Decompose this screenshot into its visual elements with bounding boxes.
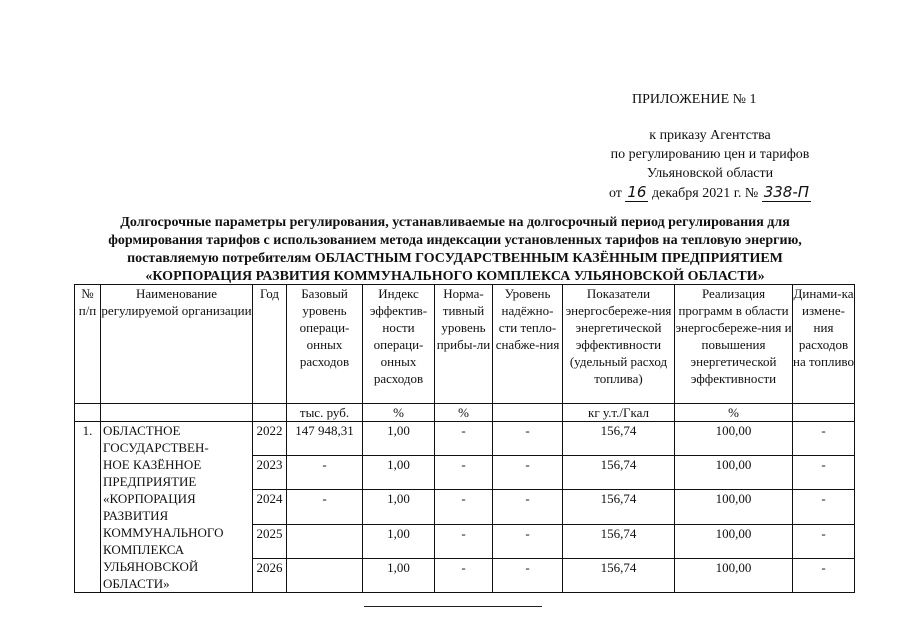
reliability-cell: - bbox=[493, 558, 563, 592]
header-cell: Наименование регулируемой организации bbox=[101, 285, 253, 404]
footer-divider bbox=[364, 606, 542, 607]
index-cell: 1,00 bbox=[363, 558, 435, 592]
profit-cell: - bbox=[435, 422, 493, 456]
energy-cell: 156,74 bbox=[563, 558, 675, 592]
energy-cell: 156,74 bbox=[563, 422, 675, 456]
header-cell: Реализация программ в области энергосбереже-ния и повышения энергетической эффективности bbox=[675, 285, 793, 404]
title-line-1: Долгосрочные параметры регулирования, устанавливаемые на долгосрочный период регулирования для bbox=[120, 215, 790, 230]
fuel-cell: - bbox=[793, 456, 855, 490]
order-date-prefix: от bbox=[608, 186, 622, 201]
org-name bbox=[101, 422, 253, 593]
header-cell: Показатели энергосбереже-ния энергетической эффективности (удельный расход топлива) bbox=[563, 285, 675, 404]
org-name-line: КОМПЛЕКСА bbox=[103, 542, 185, 557]
energy-cell: 156,74 bbox=[563, 456, 675, 490]
title-line-3: поставляемую потребителям ОБЛАСТНЫМ ГОСУДАРСТВЕННЫМ КАЗЁННЫМ ПРЕДПРИЯТИЕМ bbox=[127, 251, 783, 266]
order-reference bbox=[560, 126, 860, 203]
index-cell: 1,00 bbox=[363, 422, 435, 456]
title-line-2: формирования тарифов с использованием метода индексации установленных тарифов на тепловую энергию, bbox=[108, 233, 802, 248]
order-line-1: к приказу Агентства bbox=[649, 128, 771, 143]
org-name-line: «КОРПОРАЦИЯ bbox=[103, 491, 196, 506]
header-cell: Индекс эффектив-ности операци-онных расходов bbox=[363, 285, 435, 404]
reliability-cell: - bbox=[493, 456, 563, 490]
header-row bbox=[75, 285, 855, 404]
header-cell: Норма-тивный уровень прибы-ли bbox=[435, 285, 493, 404]
units-empty bbox=[75, 404, 101, 422]
org-name-line: ОБЛАСТНОЕ bbox=[103, 423, 181, 438]
index-cell: 1,00 bbox=[363, 524, 435, 558]
base-cell: - bbox=[287, 490, 363, 524]
profit-cell: - bbox=[435, 456, 493, 490]
appendix-label: ПРИЛОЖЕНИЕ № 1 bbox=[632, 92, 757, 107]
reliability-cell: - bbox=[493, 422, 563, 456]
order-line-3: Ульяновской области bbox=[646, 166, 774, 181]
units-empty bbox=[253, 404, 287, 422]
order-day-handwritten: 16 bbox=[627, 183, 647, 201]
org-name-line: ГОСУДАРСТВЕН- bbox=[103, 440, 209, 455]
order-line-2: по регулированию цен и тарифов bbox=[610, 147, 810, 162]
header-cell: Базовый уровень операци-онных расходов bbox=[287, 285, 363, 404]
document-title bbox=[40, 214, 870, 286]
unit-cell bbox=[493, 404, 563, 422]
parameters-table bbox=[74, 284, 855, 593]
fuel-cell: - bbox=[793, 422, 855, 456]
index-cell: 1,00 bbox=[363, 456, 435, 490]
year-cell: 2022 bbox=[253, 422, 287, 456]
unit-cell bbox=[793, 404, 855, 422]
program-cell: 100,00 bbox=[675, 422, 793, 456]
fuel-cell: - bbox=[793, 490, 855, 524]
profit-cell: - bbox=[435, 558, 493, 592]
profit-cell: - bbox=[435, 490, 493, 524]
program-cell: 100,00 bbox=[675, 524, 793, 558]
reliability-cell: - bbox=[493, 490, 563, 524]
units-empty bbox=[101, 404, 253, 422]
base-cell: - bbox=[287, 456, 363, 490]
unit-cell: тыс. руб. bbox=[287, 404, 363, 422]
year-cell: 2026 bbox=[253, 558, 287, 592]
fuel-cell: - bbox=[793, 524, 855, 558]
base-cell bbox=[287, 558, 363, 592]
unit-cell: % bbox=[363, 404, 435, 422]
program-cell: 100,00 bbox=[675, 456, 793, 490]
order-number-handwritten: 338-П bbox=[763, 183, 810, 201]
order-date-rest: декабря 2021 г. № bbox=[651, 186, 759, 201]
index-cell: 1,00 bbox=[363, 490, 435, 524]
header-cell: Динами-ка измене-ния расходов на топливо bbox=[793, 285, 855, 404]
org-name-line: ОБЛАСТИ» bbox=[103, 576, 170, 591]
org-name-line: КОММУНАЛЬНОГО bbox=[103, 525, 224, 540]
fuel-cell: - bbox=[793, 558, 855, 592]
base-cell: 147 948,31 bbox=[287, 422, 363, 456]
program-cell: 100,00 bbox=[675, 490, 793, 524]
order-date-line bbox=[560, 183, 860, 203]
year-cell: 2023 bbox=[253, 456, 287, 490]
org-name-line: УЛЬЯНОВСКОЙ bbox=[103, 559, 199, 574]
org-number: 1. bbox=[75, 422, 101, 593]
energy-cell: 156,74 bbox=[563, 490, 675, 524]
header-cell: № п/п bbox=[75, 285, 101, 404]
base-cell bbox=[287, 524, 363, 558]
reliability-cell: - bbox=[493, 524, 563, 558]
header-cell: Год bbox=[253, 285, 287, 404]
header-cell: Уровень надёжно-сти тепло-снабже-ния bbox=[493, 285, 563, 404]
org-name-line: НОЕ КАЗЁННОЕ bbox=[103, 457, 202, 472]
title-line-4: «КОРПОРАЦИЯ РАЗВИТИЯ КОММУНАЛЬНОГО КОМПЛЕКСА УЛЬЯНОВСКОЙ ОБЛАСТИ» bbox=[145, 269, 765, 284]
org-name-line: ПРЕДПРИЯТИЕ bbox=[103, 474, 197, 489]
unit-cell: % bbox=[675, 404, 793, 422]
program-cell: 100,00 bbox=[675, 558, 793, 592]
units-row bbox=[75, 404, 855, 422]
unit-cell: % bbox=[435, 404, 493, 422]
org-name-line: РАЗВИТИЯ bbox=[103, 508, 169, 523]
table-row bbox=[75, 422, 855, 456]
energy-cell: 156,74 bbox=[563, 524, 675, 558]
profit-cell: - bbox=[435, 524, 493, 558]
year-cell: 2024 bbox=[253, 490, 287, 524]
year-cell: 2025 bbox=[253, 524, 287, 558]
unit-cell: кг у.т./Гкал bbox=[563, 404, 675, 422]
